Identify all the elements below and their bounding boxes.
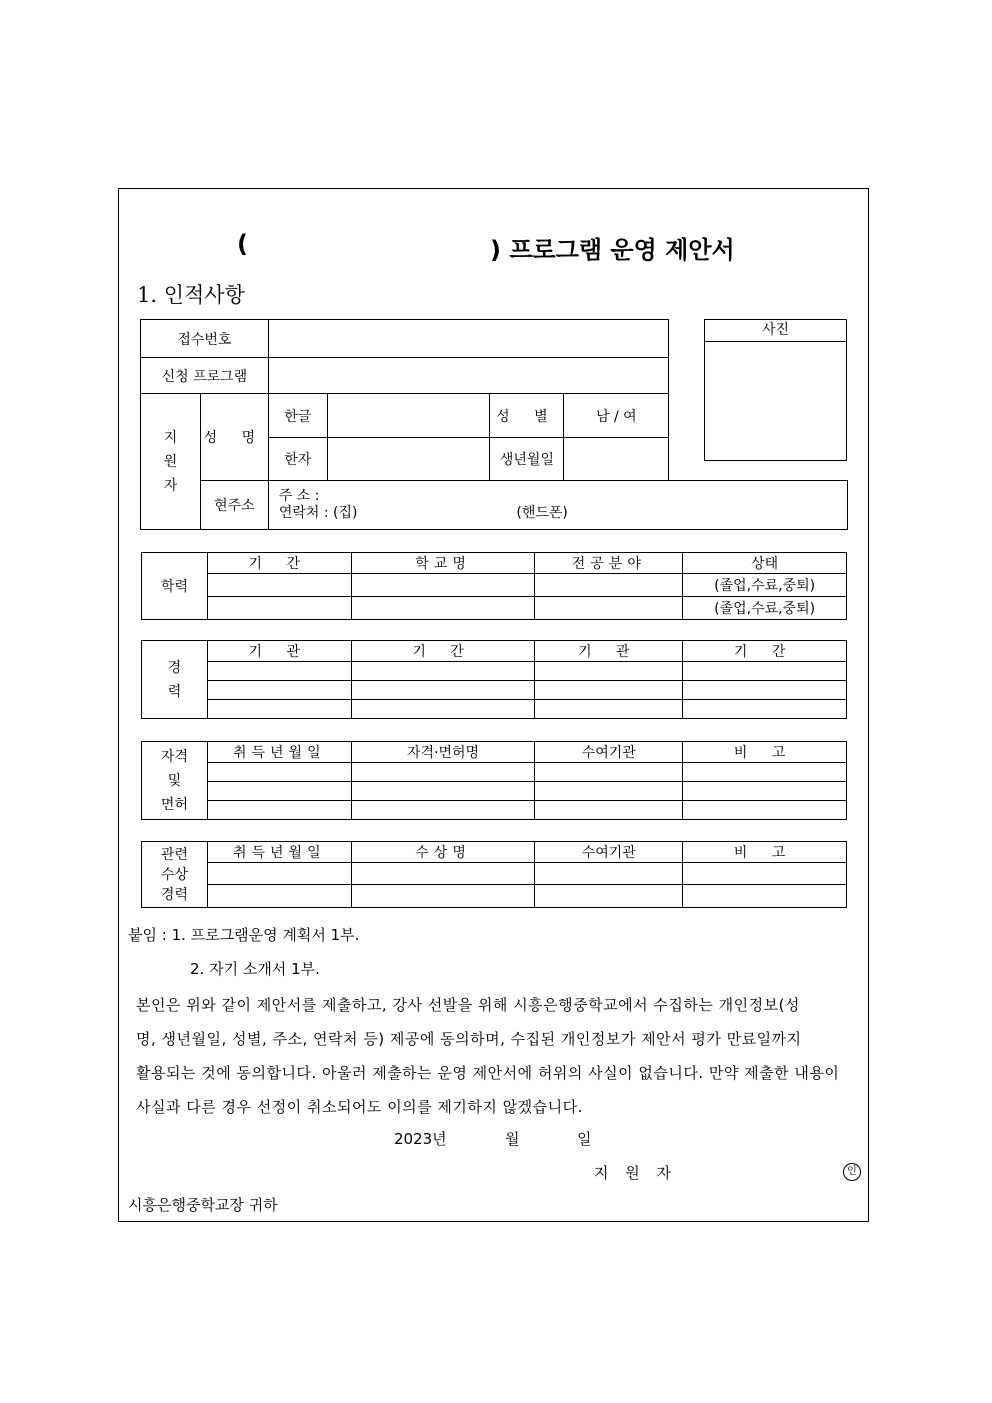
consent-line-2: 명, 생년월일, 성별, 주소, 연락처 등) 제공에 동의하며, 수집된 개인정보가 제안서 평가 만료일까지 bbox=[136, 1030, 802, 1048]
consent-line-4: 사실과 다른 경우 선정이 취소되어도 이의를 제기하지 않겠습니다. bbox=[136, 1098, 583, 1116]
name-label: 성 명 bbox=[200, 394, 268, 481]
award-header-note: 비 고 bbox=[683, 842, 847, 863]
birth-label: 생년월일 bbox=[490, 438, 564, 481]
license-header-note: 비 고 bbox=[683, 742, 847, 763]
career-cell[interactable] bbox=[207, 681, 351, 700]
award-cell[interactable] bbox=[683, 885, 847, 908]
attachment-line-1: 붙임 : 1. 프로그램운영 계획서 1부. bbox=[128, 926, 360, 944]
birth-field[interactable] bbox=[564, 438, 669, 481]
award-cell[interactable] bbox=[535, 885, 683, 908]
edu-header-status: 상태 bbox=[683, 553, 847, 574]
award-header-issuer: 수여기관 bbox=[535, 842, 683, 863]
home-phone-label: 연락처 : (집) bbox=[278, 505, 358, 521]
license-cell[interactable] bbox=[535, 782, 683, 801]
edu-cell[interactable] bbox=[535, 597, 683, 620]
license-header-name: 자격·면허명 bbox=[351, 742, 535, 763]
address-label: 현주소 bbox=[200, 481, 268, 530]
edu-cell[interactable] bbox=[351, 597, 535, 620]
career-cell[interactable] bbox=[535, 662, 683, 681]
career-cell[interactable] bbox=[683, 700, 847, 719]
seal-icon[interactable]: 인 bbox=[843, 1163, 861, 1181]
award-table bbox=[141, 841, 847, 908]
license-cell[interactable] bbox=[207, 782, 351, 801]
edu-cell[interactable] bbox=[207, 574, 351, 597]
photo-box[interactable] bbox=[704, 319, 847, 461]
title-open-paren: ( bbox=[237, 230, 248, 258]
award-cell[interactable] bbox=[207, 863, 351, 885]
award-char-3: 경력 bbox=[160, 886, 188, 903]
address-field[interactable] bbox=[268, 481, 847, 530]
license-char-2: 및 bbox=[167, 772, 182, 789]
career-label bbox=[142, 641, 208, 719]
hanja-name-field[interactable] bbox=[327, 438, 490, 481]
edu-cell[interactable] bbox=[535, 574, 683, 597]
career-cell[interactable] bbox=[207, 662, 351, 681]
receipt-number-label: 접수번호 bbox=[141, 320, 269, 358]
career-char-2: 력 bbox=[167, 683, 182, 700]
career-header-org: 기 관 bbox=[207, 641, 351, 662]
hangul-label: 한글 bbox=[268, 394, 327, 438]
career-header-period: 기 간 bbox=[683, 641, 847, 662]
license-cell[interactable] bbox=[683, 782, 847, 801]
license-cell[interactable] bbox=[207, 763, 351, 782]
career-cell[interactable] bbox=[351, 662, 535, 681]
document-title: ) 프로그램 운영 제안서 bbox=[490, 236, 735, 264]
edu-header-school: 학교명 bbox=[351, 553, 535, 574]
career-table bbox=[141, 640, 847, 719]
consent-line-1: 본인은 위와 같이 제안서를 제출하고, 강사 선발을 위해 시흥은행중학교에서 수집하는 개인정보(성 bbox=[136, 996, 800, 1014]
award-label bbox=[142, 842, 208, 908]
contact-line bbox=[279, 505, 847, 522]
edu-header-major: 전공분야 bbox=[535, 553, 683, 574]
license-cell[interactable] bbox=[535, 763, 683, 782]
career-cell[interactable] bbox=[683, 662, 847, 681]
license-cell[interactable] bbox=[683, 801, 847, 820]
applicant-char-1: 지 bbox=[163, 429, 178, 446]
gender-field[interactable]: 남 / 여 bbox=[564, 394, 669, 438]
career-cell[interactable] bbox=[351, 681, 535, 700]
award-cell[interactable] bbox=[351, 863, 535, 885]
award-cell[interactable] bbox=[207, 885, 351, 908]
edu-status-cell[interactable]: (졸업,수료,중퇴) bbox=[683, 574, 847, 597]
career-cell[interactable] bbox=[683, 681, 847, 700]
award-header-date: 취득년월일 bbox=[207, 842, 351, 863]
license-cell[interactable] bbox=[535, 801, 683, 820]
career-header-period: 기 간 bbox=[351, 641, 535, 662]
license-header-issuer: 수여기관 bbox=[535, 742, 683, 763]
career-cell[interactable] bbox=[351, 700, 535, 719]
license-cell[interactable] bbox=[351, 801, 535, 820]
career-char-1: 경 bbox=[167, 659, 182, 676]
license-table bbox=[141, 741, 847, 820]
edu-header-period: 기 간 bbox=[207, 553, 351, 574]
applicant-label bbox=[141, 394, 201, 530]
program-label: 신청 프로그램 bbox=[141, 358, 269, 394]
license-char-1: 자격 bbox=[160, 748, 188, 765]
attachment-line-2: 2. 자기 소개서 1부. bbox=[190, 960, 320, 978]
license-cell[interactable] bbox=[351, 763, 535, 782]
award-cell[interactable] bbox=[351, 885, 535, 908]
award-cell[interactable] bbox=[683, 863, 847, 885]
signer-label: 지 원 자 bbox=[594, 1164, 678, 1182]
program-field[interactable] bbox=[268, 358, 668, 394]
receipt-number-field[interactable] bbox=[268, 320, 668, 358]
license-header-date: 취득년월일 bbox=[207, 742, 351, 763]
education-table bbox=[141, 552, 847, 620]
section-heading: 1. 인적사항 bbox=[137, 283, 245, 307]
hangul-name-field[interactable] bbox=[327, 394, 490, 438]
date-year: 2023년 bbox=[394, 1130, 447, 1148]
award-header-name: 수상명 bbox=[351, 842, 535, 863]
license-cell[interactable] bbox=[207, 801, 351, 820]
edu-cell[interactable] bbox=[351, 574, 535, 597]
award-cell[interactable] bbox=[535, 863, 683, 885]
education-label: 학력 bbox=[142, 553, 208, 620]
career-header-org: 기 관 bbox=[535, 641, 683, 662]
applicant-char-2: 원 bbox=[163, 453, 178, 470]
address-line: 주 소 : bbox=[278, 488, 320, 504]
edu-cell[interactable] bbox=[207, 597, 351, 620]
date-day: 일 bbox=[577, 1130, 592, 1148]
edu-status-cell[interactable]: (졸업,수료,중퇴) bbox=[683, 597, 847, 620]
career-cell[interactable] bbox=[535, 681, 683, 700]
career-cell[interactable] bbox=[535, 700, 683, 719]
date-month: 월 bbox=[505, 1130, 520, 1148]
license-cell[interactable] bbox=[683, 763, 847, 782]
license-cell[interactable] bbox=[351, 782, 535, 801]
license-char-3: 면허 bbox=[160, 796, 188, 813]
mobile-phone-label: (핸드폰) bbox=[516, 505, 568, 521]
license-label bbox=[142, 742, 208, 820]
hanja-label: 한자 bbox=[268, 438, 327, 481]
consent-line-3: 활용되는 것에 동의합니다. 아울러 제출하는 운영 제안서에 허위의 사실이 없습니다. 만약 제출한 내용이 bbox=[136, 1064, 840, 1082]
career-cell[interactable] bbox=[207, 700, 351, 719]
photo-label: 사진 bbox=[705, 320, 846, 342]
gender-label: 성 별 bbox=[490, 394, 564, 438]
recipient: 시흥은행중학교장 귀하 bbox=[128, 1196, 278, 1214]
award-char-2: 수상 bbox=[160, 866, 188, 883]
applicant-char-3: 자 bbox=[163, 477, 178, 494]
award-char-1: 관련 bbox=[160, 846, 188, 863]
